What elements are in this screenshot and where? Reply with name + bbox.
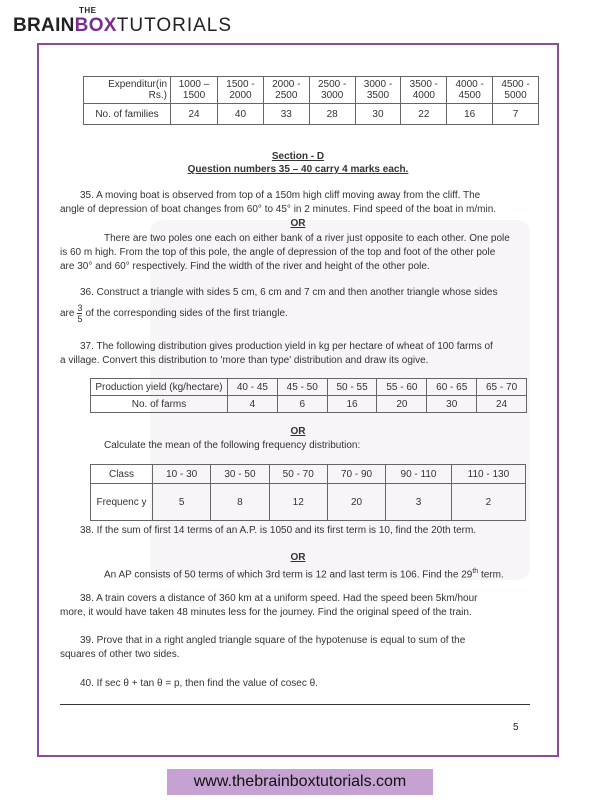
table-cell: 40 [218,104,264,125]
q38or-text-b: term. [478,569,504,581]
q39-line-2: squares of other two sides. [60,649,180,660]
table-cell: 2500 - 3000 [309,77,355,104]
logo-box: BOX [74,15,117,36]
or-label: OR [290,552,306,563]
table-cell: 70 - 90 [327,465,385,484]
table-cell: 3500 - 4000 [401,77,447,104]
table-cell: 2 [451,484,525,521]
frequency-table [90,464,526,521]
q36-are: are [60,308,75,320]
expenditure-table [83,76,539,125]
q38or-superscript: th [472,568,479,575]
table-cell: 28 [309,104,355,125]
q35or-line-1: There are two poles one each on either bank of a river just opposite to each other. One pole [104,233,510,244]
logo-wordmark [13,15,232,37]
table-cell: 16 [327,396,377,413]
table-header-cell: Frequenc y [91,484,153,521]
table-cell: 60 - 65 [427,379,477,396]
table-cell: 3000 - 3500 [355,77,401,104]
q35-line-1: 35. A moving boat is observed from top of a 150m high cliff moving away from the cliff. The [80,190,481,201]
table-cell: 4 [228,396,278,413]
or-label: OR [290,218,306,229]
table-cell: 1000 – 1500 [171,77,218,104]
logo-tutorials: TUTORIALS [116,15,233,36]
footer-banner[interactable] [167,769,433,795]
table-cell: 30 [427,396,477,413]
table-cell: 30 - 50 [211,465,269,484]
fraction-denominator: 5 [77,314,83,324]
table-cell: 2000 - 2500 [263,77,309,104]
table-cell: 20 [377,396,427,413]
table-cell: 30 [355,104,401,125]
q36-line-2 [60,303,288,324]
logo-brain: BRAIN [13,15,75,36]
table-cell: 7 [493,104,539,125]
footer-rule [60,704,530,705]
table-cell: 55 - 60 [377,379,427,396]
footer-url-link[interactable]: www.thebrainboxtutorials.com [193,773,407,790]
table-header-cell: Expenditur(in Rs.) [84,77,171,104]
table-cell: 45 - 50 [277,379,327,396]
fraction-numerator: 3 [77,303,83,313]
table-header-cell: Class [91,465,153,484]
table-cell: 24 [477,396,527,413]
table-cell: 1500 - 2000 [218,77,264,104]
table-cell: 24 [171,104,218,125]
or-label: OR [290,426,306,437]
table-header-cell: No. of families [84,104,171,125]
q35-line-2: angle of depression of boat changes from 60° to 45° in 2 minutes. Find speed of the boat in m/min. [60,204,497,215]
q39-line-1: 39. Prove that in a right angled triangle square of the hypotenuse is equal to sum of the [80,635,466,646]
table-cell: 65 - 70 [477,379,527,396]
table-cell: 50 - 70 [269,465,327,484]
fraction-3-5 [77,303,82,324]
table-cell: 4000 - 4500 [447,77,493,104]
q38b-line-1: 38. A train covers a distance of 360 km at a uniform speed. Had the speed been 5km/hour [80,593,478,604]
table-cell: 3 [386,484,452,521]
table-cell: 5 [153,484,211,521]
q37-line-1: 37. The following distribution gives production yield in kg per hectare of wheat of 100 farms of [80,341,493,352]
table-cell: 22 [401,104,447,125]
table-cell: 90 - 110 [386,465,452,484]
q37-line-2: a village. Convert this distribution to 'more than type' distribution and draw its ogive. [60,355,429,366]
q38a-line: 38. If the sum of first 14 terms of an A.P. is 1050 and its first term is 10, find the 20th term. [80,525,477,536]
section-title: Section - D [271,151,325,162]
table-cell: 6 [277,396,327,413]
q36-rest: of the corresponding sides of the first triangle. [85,308,288,320]
table-cell: 10 - 30 [153,465,211,484]
q36-line-1: 36. Construct a triangle with sides 5 cm, 6 cm and 7 cm and then another triangle whose sides [80,287,498,298]
table-header-cell: No. of farms [91,396,228,413]
table-cell: 20 [327,484,385,521]
table-cell: 33 [263,104,309,125]
table-cell: 12 [269,484,327,521]
page-number: 5 [513,722,519,733]
table-cell: 8 [211,484,269,521]
q38or-line [104,565,504,582]
table-cell: 50 - 55 [327,379,377,396]
table-cell: 40 - 45 [228,379,278,396]
section-subtitle: Question numbers 35 – 40 carry 4 marks each. [187,164,409,175]
table-cell: 110 - 130 [451,465,525,484]
table-cell: 16 [447,104,493,125]
q38or-text-a: An AP consists of 50 terms of which 3rd term is 12 and last term is 106. Find the 29 [104,569,473,581]
q38b-line-2: more, it would have taken 48 minutes less for the journey. Find the original speed of the train. [60,607,472,618]
q35or-line-2: is 60 m high. From the top of this pole, the angle of depression of the top and foot of the other pole [60,247,496,258]
logo-the: THE [79,6,97,15]
table-header-cell: Production yield (kg/hectare) [91,379,228,396]
production-yield-table [90,378,527,413]
q35or-line-3: are 30° and 60° respectively. Find the width of the river and height of the other pole. [60,261,430,272]
q37or-line: Calculate the mean of the following frequency distribution: [104,440,361,451]
table-cell: 4500 - 5000 [493,77,539,104]
q40-line: 40. If sec θ + tan θ = p, then find the value of cosec θ. [80,678,318,689]
